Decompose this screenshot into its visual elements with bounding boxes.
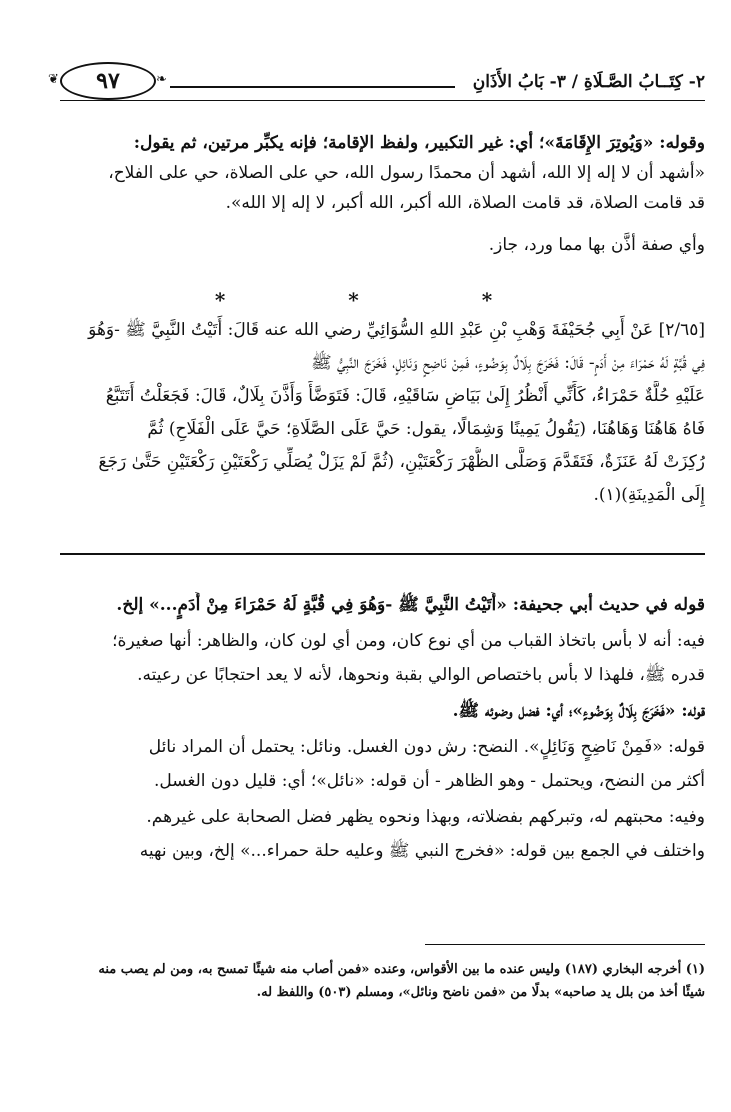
header-title: ٢- كِتَــابُ الصَّـلَاةِ / ٣- بَابُ الأَذَانِ — [472, 72, 705, 92]
commentary-line: قوله في حديث أبي جحيفة: «أَتَيْتُ النَّبِيَّ ﷺ -وَهُوَ فِي قُبَّةٍ لَهُ حَمْرَاءَ مِنْ أَدَمٍ...» إلخ. — [116, 595, 705, 615]
commentary-paragraph — [60, 592, 705, 872]
hadith-paragraph — [60, 315, 705, 513]
section-separator — [60, 553, 705, 555]
ornament-left-icon: ❦ — [48, 72, 59, 87]
hadith-line: [٢/٦٥] عَنْ أَبِي جُحَيْفَةَ وَهْبِ بْنِ عَبْدِ اللهِ السُّوَائِيِّ رضي الله عنه قَالَ: أَتَيْتُ النَّبِيَّ ﷺ -وَهُوَ — [88, 320, 705, 340]
hadith-line: عَلَيْهِ حُلَّةٌ حَمْرَاءُ، كَأَنِّي أَنْظُرُ إِلَىٰ بَيَاضِ سَاقَيْهِ، قَالَ: فَتَوَضَّأَ وَأَذَّنَ بِلَالٌ، قَالَ: فَجَعَلْتُ أَتَتَبَّعُ — [105, 386, 705, 406]
header-underline — [60, 100, 705, 101]
commentary-line: وفيه: محبتهم له، وتبركهم بفضلاته، وبهذا ونحوه يظهر فضل الصحابة على غيرهم. — [146, 807, 705, 827]
commentary-line: قوله: «فَمِنْ نَاضِحٍ وَنَائِلٍ». النضح: رش دون الغسل. ونائل: يحتمل أن المراد نائل — [148, 737, 705, 757]
intro-line: وقوله: «وَيُوتِرَ الإِقَامَةَ»؛ أي: غير التكبير، ولفظ الإقامة؛ فإنه يكبِّر مرتين، ثم يقول: — [133, 133, 705, 153]
hadith-line: إِلَى الْمَدِينَةِ)(١). — [593, 485, 705, 505]
commentary-line: واختلف في الجمع بين قوله: «فخرج النبي ﷺ وعليه حلة حمراء...» إلخ، وبين نهيه — [139, 841, 705, 861]
intro-paragraph — [60, 130, 705, 262]
footnote-separator — [425, 944, 705, 945]
running-header — [48, 62, 705, 102]
intro-line: وأي صفة أذَّن بها مما ورد، جاز. — [488, 235, 705, 255]
hadith-line: رُكِزَتْ لَهُ عَنَزَةٌ، فَتَقَدَّمَ وَصَلَّى الظُّهْرَ رَكْعَتَيْنِ، (ثُمَّ لَمْ يَزَلْ يُصَلِّي رَكْعَتَيْنِ رَكْعَتَيْنِ حَتَّىٰ رَجَعَ — [98, 452, 705, 472]
ornament-right-icon: ❧ — [156, 72, 167, 87]
header-rule — [170, 86, 455, 88]
commentary-line: أكثر من النضح، ويحتمل - وهو الظاهر - أن قوله: «نائل»؛ أي: قليل دون الغسل. — [153, 771, 705, 791]
commentary-line: فيه: أنه لا بأس باتخاذ القباب من أي نوع كان، ومن أي لون كان، والظاهر: أنها صغيرة؛ — [112, 631, 705, 651]
footnote-line: (١) أخرجه البخاري (١٨٧) وليس عنده ما بين الأقواس، وعنده «فمن أصاب منه شيئًا تمسح به، ومن لم يصب منه — [98, 962, 705, 977]
page-number: ٩٧ — [60, 62, 156, 100]
commentary-line: قدره ﷺ، فلهذا لا بأس باختصاص الوالي بقبة ونحوها، لأنه لا يعد احتجابًا عن رعيته. — [137, 665, 705, 685]
section-divider-stars: * * * — [214, 288, 551, 312]
hadith-line: فَاهُ هَاهُنَا وَهَاهُنَا، (يَقُولُ يَمِينًا وَشِمَالًا، يقول: حَيَّ عَلَى الصَّلَاةِ؛ حَيَّ عَلَى الْفَلَاحِ) ثُمَّ — [147, 419, 705, 439]
intro-line: قد قامت الصلاة، قد قامت الصلاة، الله أكبر، الله أكبر، لا إله إلا الله». — [225, 193, 705, 213]
footnote — [60, 958, 705, 1004]
intro-line: «أشهد أن لا إله إلا الله، أشهد أن محمدًا رسول الله، حي على الصلاة، حي على الفلاح، — [108, 163, 705, 183]
hadith-line: فِي قُبَّةٍ لَهُ حَمْرَاءَ مِنْ أَدَمٍ- قَالَ: فَخَرَجَ بِلَالٌ بِوَضُوءٍ، فَمِنْ نَاضِحٍ وَنَائِلٍ، فَخَرَجَ النَّبِيُّ ﷺ — [311, 353, 705, 373]
commentary-line: قوله: «فَخَرَجَ بِلَالٌ بِوَضُوءٍ»؛ أي: فضل وضوئه ﷺ. — [452, 701, 705, 721]
footnote-line: شيئًا أخذ من بلل يد صاحبه» بدلًا من «فمن ناضح ونائل»، ومسلم (٥٠٣) واللفظ له. — [256, 985, 705, 1000]
